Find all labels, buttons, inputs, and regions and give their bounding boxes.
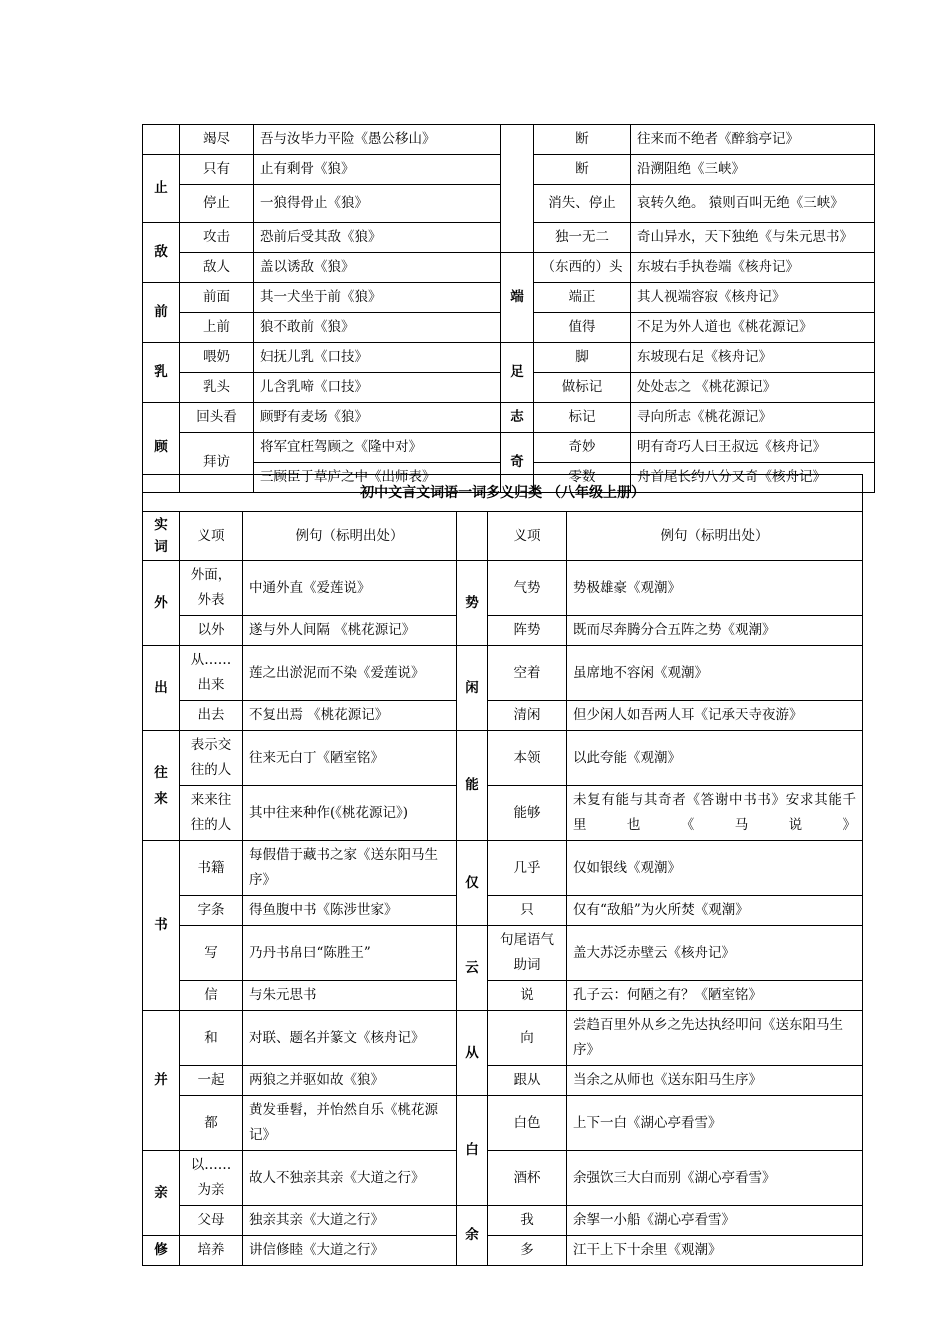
- example-cell: 舟首尾长约八分又奇《核舟记》: [631, 463, 875, 493]
- header-example: 例句（标明出处）: [567, 512, 863, 561]
- meaning-cell: 以……为亲: [180, 1151, 243, 1206]
- meaning-cell: 独一无二: [534, 223, 631, 253]
- example-cell: 与朱元思书: [243, 981, 457, 1011]
- example-cell: 恐前后受其敌《狼》: [254, 223, 501, 253]
- header-example: 例句（标明出处）: [243, 512, 457, 561]
- meaning-cell: 只: [488, 896, 567, 926]
- example-cell: 当余之从师也《送东阳马生序》: [567, 1066, 863, 1096]
- example-cell: 吾与汝毕力平险《愚公移山》: [254, 125, 501, 155]
- meaning-cell: 拜访: [180, 433, 254, 493]
- meaning-cell: 以外: [180, 616, 243, 646]
- meaning-cell: 阵势: [488, 616, 567, 646]
- example-cell: 盖以诱敌《狼》: [254, 253, 501, 283]
- example-cell: 中通外直《爱莲说》: [243, 561, 457, 616]
- meaning-cell: 句尾语气助词: [488, 926, 567, 981]
- table-row: [143, 731, 863, 786]
- example-cell: 尝趋百里外从乡之先达执经叩问《送东阳马生序》: [567, 1011, 863, 1066]
- example-cell: 其一犬坐于前《狼》: [254, 283, 501, 313]
- meaning-cell: 表示交往的人: [180, 731, 243, 786]
- table-row: [143, 403, 875, 433]
- meaning-cell: 跟从: [488, 1066, 567, 1096]
- example-cell: 其人视端容寂《核舟记》: [631, 283, 875, 313]
- word-cell: 修: [143, 1236, 180, 1266]
- header-shici: 实词: [143, 512, 180, 561]
- meaning-cell: 多: [488, 1236, 567, 1266]
- example-cell: 顾野有麦场《狼》: [254, 403, 501, 433]
- word-cell: 止: [143, 155, 180, 223]
- word-cell: 仅: [457, 841, 488, 926]
- table-row: [143, 926, 863, 981]
- meaning-cell: 父母: [180, 1206, 243, 1236]
- meaning-cell: 出去: [180, 701, 243, 731]
- table-row: [143, 561, 863, 616]
- example-cell: 东坡右手执卷端《核舟记》: [631, 253, 875, 283]
- example-cell: 势极雄豪《观潮》: [567, 561, 863, 616]
- example-cell: 莲之出淤泥而不染《爱莲说》: [243, 646, 457, 701]
- meaning-cell: 空着: [488, 646, 567, 701]
- table-row: [143, 1011, 863, 1066]
- table-row: [143, 616, 863, 646]
- example-cell: 讲信修睦《大道之行》: [243, 1236, 457, 1266]
- example-cell: 两狼之并驱如故《狼》: [243, 1066, 457, 1096]
- meaning-cell: 端正: [534, 283, 631, 313]
- example-cell: 奇山异水，天下独绝《与朱元思书》: [631, 223, 875, 253]
- meaning-cell: 培养: [180, 1236, 243, 1266]
- meaning-cell: 攻击: [180, 223, 254, 253]
- meaning-cell: 前面: [180, 283, 254, 313]
- meaning-cell: 敌人: [180, 253, 254, 283]
- polysemy-table-grade8: [142, 474, 863, 1266]
- table-title: 初中文言文词语一词多义归类 （八年级上册）: [143, 475, 863, 512]
- meaning-cell: 我: [488, 1206, 567, 1236]
- meaning-cell: 本领: [488, 731, 567, 786]
- meaning-cell: 脚: [534, 343, 631, 373]
- meaning-cell: 向: [488, 1011, 567, 1066]
- word-cell: 奇: [501, 433, 534, 493]
- meaning-cell: 停止: [180, 185, 254, 223]
- meaning-cell: 气势: [488, 561, 567, 616]
- example-cell: 每假借于藏书之家《送东阳马生序》: [243, 841, 457, 896]
- meaning-cell: 标记: [534, 403, 631, 433]
- meaning-cell: 值得: [534, 313, 631, 343]
- example-cell: 未复有能与其奇者《答谢中书书》安求其能千里也《马说》: [567, 786, 863, 841]
- example-cell: 往来无白丁《陋室铭》: [243, 731, 457, 786]
- table-row: [143, 1206, 863, 1236]
- table-row: [143, 701, 863, 731]
- table-row: [143, 433, 875, 463]
- example-cell: 得鱼腹中书《陈涉世家》: [243, 896, 457, 926]
- header-meaning: 义项: [180, 512, 243, 561]
- example-cell: 明有奇巧人曰王叔远《核舟记》: [631, 433, 875, 463]
- word-cell: 往来: [143, 731, 180, 841]
- example-cell: 余强饮三大白而别《湖心亭看雪》: [567, 1151, 863, 1206]
- word-cell: 从: [457, 1011, 488, 1096]
- word-cell: 出: [143, 646, 180, 731]
- table-row: [143, 896, 863, 926]
- word-cell: 志: [501, 403, 534, 433]
- meaning-cell: 说: [488, 981, 567, 1011]
- table-row: [143, 841, 863, 896]
- meaning-cell: 零数: [534, 463, 631, 493]
- meaning-cell: 白色: [488, 1096, 567, 1151]
- table-row: [143, 1096, 863, 1151]
- example-cell: 但少闲人如吾两人耳《记承天寺夜游》: [567, 701, 863, 731]
- example-cell: 上下一白《湖心亭看雪》: [567, 1096, 863, 1151]
- example-cell: 以此夸能《观潮》: [567, 731, 863, 786]
- example-cell: 将军宜枉驾顾之《隆中对》: [254, 433, 501, 463]
- meaning-cell: 几乎: [488, 841, 567, 896]
- word-cell: 能: [457, 731, 488, 841]
- word-cell: 势: [457, 561, 488, 646]
- header-row: [143, 512, 863, 561]
- example-cell: 乃丹书帛曰“陈胜王”: [243, 926, 457, 981]
- example-cell: 处处志之 《桃花源记》: [631, 373, 875, 403]
- word-cell: 前: [143, 283, 180, 343]
- example-cell: 故人不独亲其亲《大道之行》: [243, 1151, 457, 1206]
- example-cell: 黄发垂髫，并怡然自乐《桃花源记》: [243, 1096, 457, 1151]
- example-cell: 东坡现右足《核舟记》: [631, 343, 875, 373]
- example-cell: 既而尽奔腾分合五阵之势《观潮》: [567, 616, 863, 646]
- meaning-cell: 上前: [180, 313, 254, 343]
- meaning-cell: 来来往往的人: [180, 786, 243, 841]
- word-cell: 并: [143, 1011, 180, 1151]
- word-cell: 足: [501, 343, 534, 403]
- meaning-cell: 只有: [180, 155, 254, 185]
- example-cell: 余挐一小船《湖心亭看雪》: [567, 1206, 863, 1236]
- meaning-cell: 都: [180, 1096, 243, 1151]
- table-row: [143, 343, 875, 373]
- word-cell: 顾: [143, 403, 180, 493]
- word-cell: 云: [457, 926, 488, 1011]
- example-cell: 仅有“敌船”为火所焚《观潮》: [567, 896, 863, 926]
- example-cell: 哀转久绝。 猿则百叫无绝《三峡》: [631, 185, 875, 223]
- example-cell: 不足为外人道也《桃花源记》: [631, 313, 875, 343]
- meaning-cell: 回头看: [180, 403, 254, 433]
- example-cell: 孔子云：何陋之有？《陋室铭》: [567, 981, 863, 1011]
- word-cell: 余: [457, 1206, 488, 1266]
- table-row: [143, 125, 875, 155]
- table-row: [143, 1066, 863, 1096]
- meaning-cell: 乳头: [180, 373, 254, 403]
- example-cell: 独亲其亲《大道之行》: [243, 1206, 457, 1236]
- table-row: [143, 981, 863, 1011]
- header-meaning: 义项: [488, 512, 567, 561]
- polysemy-table-part1: [142, 124, 875, 493]
- example-cell: 一狼得骨止《狼》: [254, 185, 501, 223]
- example-cell: 三顾臣于草庐之中《出师表》: [254, 463, 501, 493]
- example-cell: 江干上下十余里《观潮》: [567, 1236, 863, 1266]
- meaning-cell: 能够: [488, 786, 567, 841]
- meaning-cell: 信: [180, 981, 243, 1011]
- meaning-cell: 断: [534, 155, 631, 185]
- meaning-cell: 消失、停止: [534, 185, 631, 223]
- meaning-cell: 酒杯: [488, 1151, 567, 1206]
- word-cell: 白: [457, 1096, 488, 1206]
- meaning-cell: （东西的）头: [534, 253, 631, 283]
- example-cell: 虽席地不容闲《观潮》: [567, 646, 863, 701]
- table-row: [143, 646, 863, 701]
- meaning-cell: 断: [534, 125, 631, 155]
- meaning-cell: 做标记: [534, 373, 631, 403]
- word-cell: 敌: [143, 223, 180, 283]
- word-cell: 书: [143, 841, 180, 1011]
- meaning-cell: 书籍: [180, 841, 243, 896]
- example-cell: 仅如银线《观潮》: [567, 841, 863, 896]
- word-cell: 外: [143, 561, 180, 646]
- meaning-cell: 竭尽: [180, 125, 254, 155]
- word-cell: 乳: [143, 343, 180, 403]
- example-cell: 遂与外人间隔 《桃花源记》: [243, 616, 457, 646]
- meaning-cell: 和: [180, 1011, 243, 1066]
- meaning-cell: 从……出来: [180, 646, 243, 701]
- word-cell: 端: [501, 253, 534, 343]
- meaning-cell: 外面，外表: [180, 561, 243, 616]
- example-cell: 止有剩骨《狼》: [254, 155, 501, 185]
- example-cell: 寻向所志《桃花源记》: [631, 403, 875, 433]
- word-cell: 亲: [143, 1151, 180, 1236]
- table-row: [143, 253, 875, 283]
- example-cell: 妇抚儿乳《口技》: [254, 343, 501, 373]
- table-row: [143, 1151, 863, 1206]
- example-cell: 沿溯阻绝《三峡》: [631, 155, 875, 185]
- table-row: [143, 786, 863, 841]
- meaning-cell: 一起: [180, 1066, 243, 1096]
- example-cell: 其中往来种作(《桃花源记》): [243, 786, 457, 841]
- table-title-row: [143, 475, 863, 512]
- example-cell: 狼不敢前《狼》: [254, 313, 501, 343]
- example-cell: 对联、题名并篆文《核舟记》: [243, 1011, 457, 1066]
- meaning-cell: 奇妙: [534, 433, 631, 463]
- example-cell: 不复出焉 《桃花源记》: [243, 701, 457, 731]
- meaning-cell: 清闲: [488, 701, 567, 731]
- table-row: [143, 1236, 863, 1266]
- example-cell: 往来而不绝者《醉翁亭记》: [631, 125, 875, 155]
- example-cell: 儿含乳啼《口技》: [254, 373, 501, 403]
- meaning-cell: 喂奶: [180, 343, 254, 373]
- example-cell: 盖大苏泛赤壁云《核舟记》: [567, 926, 863, 981]
- meaning-cell: 字条: [180, 896, 243, 926]
- meaning-cell: 写: [180, 926, 243, 981]
- word-cell: 闲: [457, 646, 488, 731]
